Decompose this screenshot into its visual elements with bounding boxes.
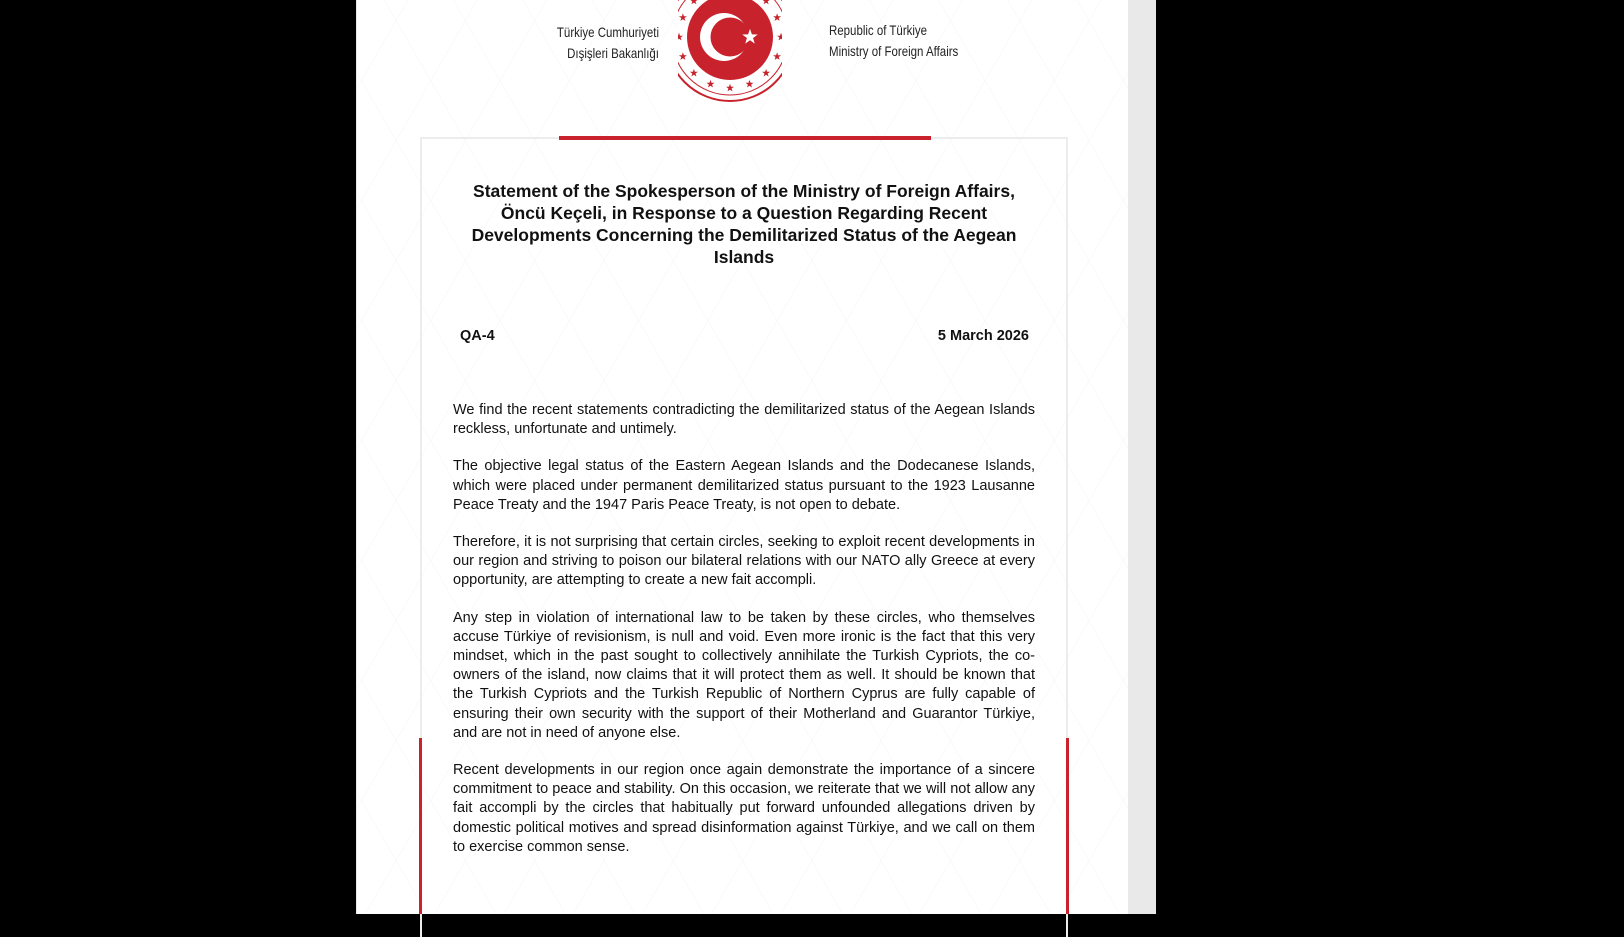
header-turkish: Türkiye Cumhuriyeti Dışişleri Bakanlığı bbox=[556, 24, 659, 61]
header-english: Republic of Türkiye Ministry of Foreign Affairs bbox=[829, 22, 959, 59]
document-page bbox=[357, 0, 1128, 914]
statement-date: 5 March 2026 bbox=[937, 328, 1029, 344]
paragraph: Any step in violation of international law to be taken by these circles, who themselves accuse Türkiye of revisionism, is null and void. Even more ironic is the fact that this very mindset, which in the past sought to collectively annihilate the Turkish Cypriots, the co-owners of the island, now claims that it will protect them as well. It should be known that the Turkish Cypriots and the Turkish Republic of Northern Cyprus are fully capable of ensuring their own security with the support of their Motherland and Guarantor Türkiye, and are not in need of anyone else. bbox=[453, 609, 1035, 741]
reference-number: QA-4 bbox=[460, 328, 495, 344]
statement-title: Statement of the Spokesperson of the Ministry of Foreign Affairs, Öncü Keçeli, in Response to a Question Regarding Recent Developments Concerning the Demilitarized Status of the Aegean Islands bbox=[471, 181, 1017, 267]
paragraph: Recent developments in our region once again demonstrate the importance of a sincere commitment to peace and stability. On this occasion, we reiterate that we will not allow any fait accompli by the circles that habitually put forward unfounded allegations driven by domestic political motives and spread disinformation against Türkiye, and we call on them to exercise common sense. bbox=[453, 762, 1035, 855]
state-emblem-logo bbox=[678, 0, 782, 107]
left-accent-bar bbox=[419, 738, 422, 914]
card-top-accent bbox=[559, 136, 931, 140]
right-accent-bar bbox=[1066, 738, 1069, 914]
paragraph: Therefore, it is not surprising that certain circles, seeking to exploit recent developments in our region and striving to poison our bilateral relations with our NATO ally Greece at every opportunity, are attempting to create a new fait accompli. bbox=[453, 534, 1035, 589]
paragraph: The objective legal status of the Eastern Aegean Islands and the Dodecanese Islands, which were placed under permanent demilitarized status pursuant to the 1923 Lausanne Peace Treaty and the 1947 Paris Peace Treaty, is not open to debate. bbox=[453, 458, 1035, 513]
statement-body bbox=[453, 401, 1035, 875]
document-viewer bbox=[356, 0, 1156, 914]
paragraph: We find the recent statements contradicting the demilitarized status of the Aegean Islands reckless, unfortunate and untimely. bbox=[453, 402, 1035, 438]
